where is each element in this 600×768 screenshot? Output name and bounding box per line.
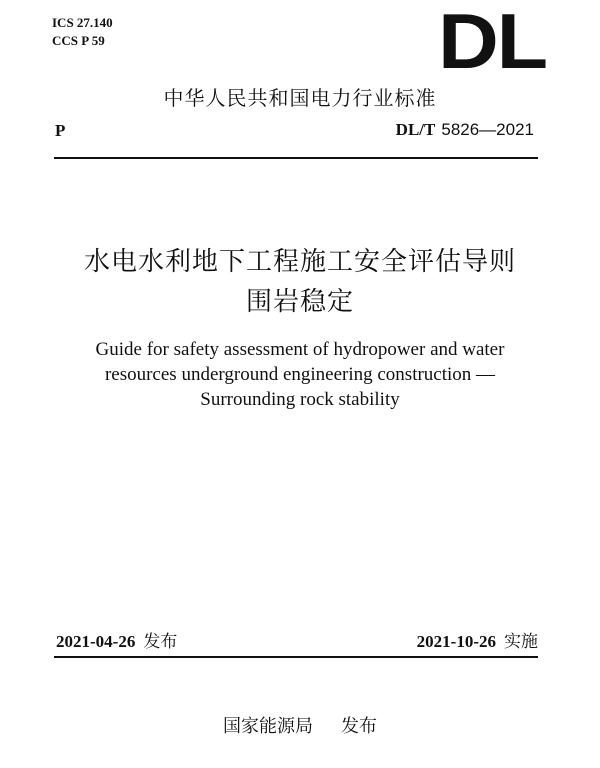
standard-type: 中华人民共和国电力行业标准 (163, 86, 437, 110)
title-cn-line1: 水电水利地下工程施工安全评估导则 (83, 247, 516, 277)
title-en-line3: Surrounding rock stability (200, 389, 400, 410)
top-divider (54, 157, 538, 159)
title-en (0, 337, 600, 412)
title-cn-line2: 围岩稳定 (245, 287, 354, 317)
dl-logo: DL (438, 0, 546, 85)
category-code: P (55, 121, 66, 140)
ccs-code: CCS P 59 (52, 33, 105, 48)
title-en-line2: resources underground engineering construction — (104, 364, 496, 385)
implementation-label: 实施 (504, 632, 538, 652)
standard-prefix: DL/T (395, 120, 436, 139)
classification-codes (52, 14, 113, 50)
implementation-date-block (417, 627, 538, 652)
issue-label: 发布 (143, 632, 178, 652)
implementation-date: 2021-10-26 (416, 632, 496, 651)
issue-date: 2021-04-26 (56, 632, 136, 651)
publisher-action: 发布 (341, 716, 377, 737)
publisher (0, 712, 600, 738)
standard-number (396, 120, 534, 140)
title-en-line1: Guide for safety assessment of hydropower and water (95, 339, 505, 360)
bottom-divider (54, 656, 538, 658)
standard-code: 5826—2021 (441, 120, 534, 139)
publisher-name: 国家能源局 (223, 716, 313, 737)
ics-code: ICS 27.140 (52, 15, 113, 30)
issue-date-block (56, 627, 177, 652)
